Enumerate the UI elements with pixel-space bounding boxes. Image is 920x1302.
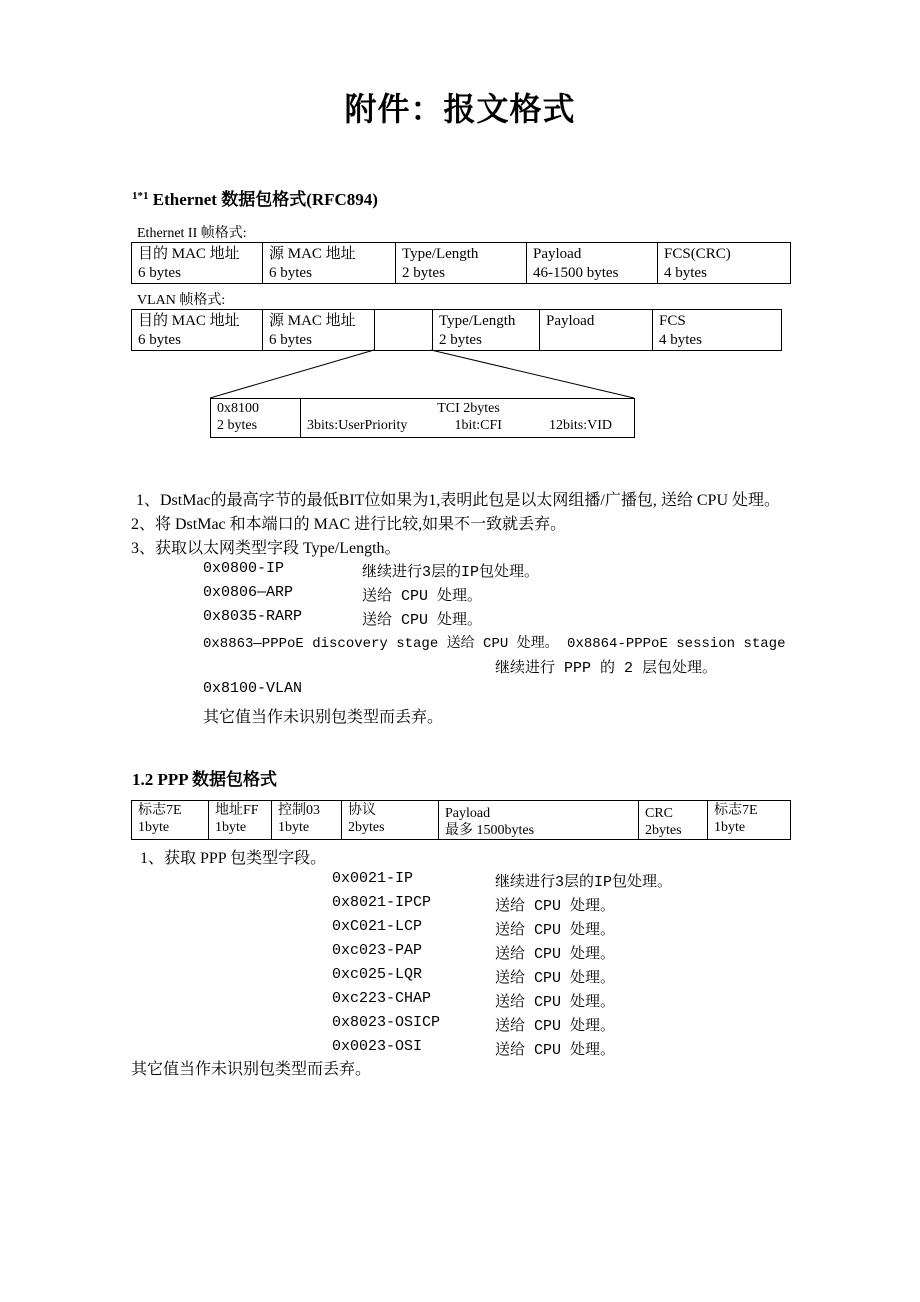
tag-tpid: 0x8100 2 bytes	[211, 399, 301, 438]
ppp-type-code: 0xc023-PAP	[332, 942, 423, 959]
ppp-type-code: 0xc223-CHAP	[332, 990, 432, 1007]
eth-type-code: 0x8035-RARP	[203, 608, 303, 625]
tci-priority: 3bits:UserPriority	[307, 418, 408, 433]
section-2-other: 其它值当作未识别包类型而丢弃。	[131, 1061, 372, 1078]
ppp-type-action: 送给 CPU 处理。	[495, 994, 616, 1011]
vlan-label: VLAN 帧格式:	[137, 293, 226, 308]
eth2-field-payload: Payload 46-1500 bytes	[527, 243, 658, 284]
ppp-field-flag-start: 标志7E 1byte	[132, 801, 209, 840]
section-1-title: Ethernet 数据包格式(RFC894)	[152, 190, 378, 209]
ppp-type-action: 送给 CPU 处理。	[495, 946, 616, 963]
tag-tci	[301, 399, 635, 438]
ppp-type-code: 0x8021-IPCP	[332, 894, 432, 911]
step-1: 1、DstMac的最高字节的最低BIT位如果为1,表明此包是以太网组播/广播包, 送给 CPU 处理。	[136, 492, 781, 509]
eth-type-action: 送给 CPU 处理。	[362, 612, 483, 629]
section-2-title: PPP 数据包格式	[157, 770, 277, 789]
ppp-step-1: 1、获取 PPP 包类型字段。	[140, 850, 327, 867]
ppp-type-code: 0xC021-LCP	[332, 918, 423, 935]
ppp-type-code: 0x8023-OSICP	[332, 1014, 441, 1031]
vlan-field-src-mac: 源 MAC 地址 6 bytes	[263, 310, 375, 351]
vlan-field-payload: Payload	[540, 310, 653, 351]
eth-type-code: 0x0806—ARP	[203, 584, 294, 601]
ppp-field-control: 控制03 1byte	[272, 801, 342, 840]
ppp-type-action: 送给 CPU 处理。	[495, 1042, 616, 1059]
vlan-field-type-length: Type/Length 2 bytes	[433, 310, 540, 351]
expansion-line-right	[431, 350, 634, 398]
pppoe-type-line: 0x8863—PPPoE discovery stage 送给 CPU 处理。 0x8864-PPPoE session stage	[203, 636, 786, 652]
ppp-field-address: 地址FF 1byte	[209, 801, 272, 840]
pppoe-type-continuation: 继续进行 PPP 的 2 层包处理。	[495, 660, 718, 677]
ppp-field-protocol: 协议 2bytes	[342, 801, 439, 840]
step-3: 3、获取以太网类型字段 Type/Length。	[131, 540, 401, 557]
table-row	[211, 399, 635, 438]
eth-type-action: 送给 CPU 处理。	[362, 588, 483, 605]
eth-type-action: 继续进行3层的IP包处理。	[362, 564, 540, 581]
eth2-field-src-mac: 源 MAC 地址 6 bytes	[263, 243, 396, 284]
ppp-field-flag-end: 标志7E 1byte	[708, 801, 791, 840]
tci-vid: 12bits:VID	[549, 418, 612, 433]
eth-type-code: 0x0800-IP	[203, 560, 285, 577]
vlan-field-dst-mac: 目的 MAC 地址 6 bytes	[132, 310, 263, 351]
ppp-frame-table	[131, 800, 791, 840]
ppp-type-action: 送给 CPU 处理。	[495, 898, 616, 915]
step-2: 2、将 DstMac 和本端口的 MAC 进行比较,如果不一致就丢弃。	[131, 516, 567, 533]
vlan-field-fcs: FCS 4 bytes	[653, 310, 782, 351]
ppp-type-code: 0x0023-OSI	[332, 1038, 423, 1055]
ppp-type-code: 0xc025-LQR	[332, 966, 423, 983]
section-2-number: 1.2	[132, 770, 154, 789]
expansion-line-left	[210, 350, 374, 398]
section-1-number: 1*1	[132, 190, 149, 202]
eth2-field-type-length: Type/Length 2 bytes	[396, 243, 527, 284]
table-row	[132, 801, 791, 840]
ppp-field-crc: CRC 2bytes	[639, 801, 708, 840]
vlan-type-code: 0x8100-VLAN	[203, 680, 303, 697]
eth2-field-dst-mac: 目的 MAC 地址 6 bytes	[132, 243, 263, 284]
ppp-type-action: 送给 CPU 处理。	[495, 922, 616, 939]
section-2-heading	[132, 765, 277, 790]
section-1-other: 其它值当作未识别包类型而丢弃。	[203, 709, 444, 726]
ppp-type-code: 0x0021-IP	[332, 870, 414, 887]
tci-title: TCI 2bytes	[437, 401, 500, 416]
vlan-tag-expansion-lines	[0, 0, 920, 460]
ppp-type-action: 送给 CPU 处理。	[495, 1018, 616, 1035]
tci-cfi: 1bit:CFI	[454, 418, 502, 433]
eth2-field-fcs: FCS(CRC) 4 bytes	[658, 243, 791, 284]
ppp-field-payload: Payload 最多 1500bytes	[439, 801, 639, 840]
vlan-tag-table	[210, 398, 635, 438]
page-title: 附件：报文格式	[344, 91, 576, 127]
ppp-type-action: 送给 CPU 处理。	[495, 970, 616, 987]
ppp-type-action: 继续进行3层的IP包处理。	[495, 874, 673, 891]
ethernet-ii-label: Ethernet II 帧格式:	[137, 226, 247, 241]
